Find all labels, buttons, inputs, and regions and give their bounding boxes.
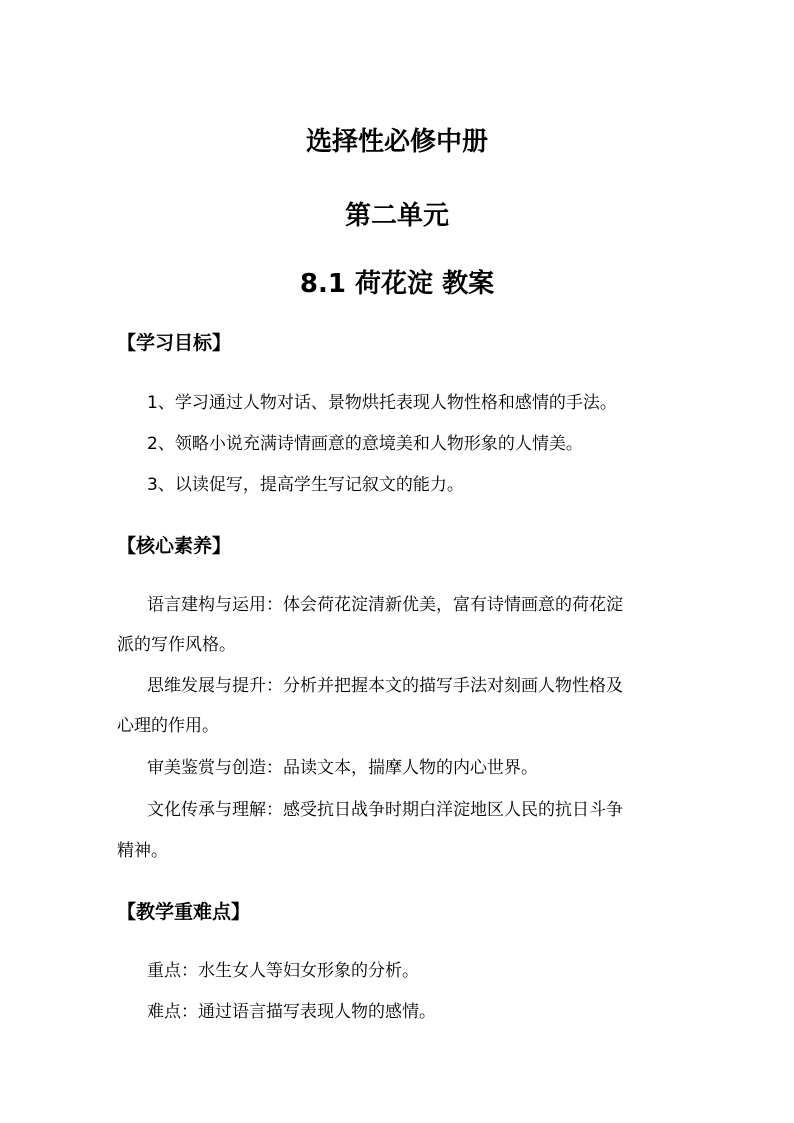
literacy-language-line-1: 语言建构与运用：体会荷花淀清新优美，富有诗情画意的荷花淀 <box>147 595 623 615</box>
literacy-language-line-2: 派的写作风格。 <box>117 635 236 655</box>
keypoints-difficulty: 难点：通过语言描写表现人物的感情。 <box>147 1002 436 1022</box>
objective-item-3: 3、以读促写，提高学生写记叙文的能力。 <box>147 475 464 495</box>
literacy-aesthetic-line-1: 审美鉴赏与创造：品读文本，揣摩人物的内心世界。 <box>147 758 538 778</box>
objectives-heading: 【学习目标】 <box>117 332 232 354</box>
literacy-thinking-line-1: 思维发展与提升：分析并把握本文的描写手法对刻画人物性格及 <box>147 676 623 696</box>
literacy-thinking-line-2: 心理的作用。 <box>117 716 219 736</box>
book-title: 选择性必修中册 <box>305 127 488 157</box>
literacy-culture-line-2: 精神。 <box>117 841 168 861</box>
objective-item-2: 2、领略小说充满诗情画意的意境美和人物形象的人情美。 <box>147 434 583 454</box>
keypoints-heading: 【教学重难点】 <box>117 901 251 923</box>
objective-item-1: 1、学习通过人物对话、景物烘托表现人物性格和感情的手法。 <box>147 393 617 413</box>
lesson-title: 8.1 荷花淀 教案 <box>299 269 495 299</box>
keypoints-focus: 重点：水生女人等妇女形象的分析。 <box>147 961 419 981</box>
literacy-heading: 【核心素养】 <box>117 535 232 557</box>
literacy-culture-line-1: 文化传承与理解：感受抗日战争时期白洋淀地区人民的抗日斗争 <box>147 800 623 820</box>
unit-title: 第二单元 <box>344 201 449 231</box>
